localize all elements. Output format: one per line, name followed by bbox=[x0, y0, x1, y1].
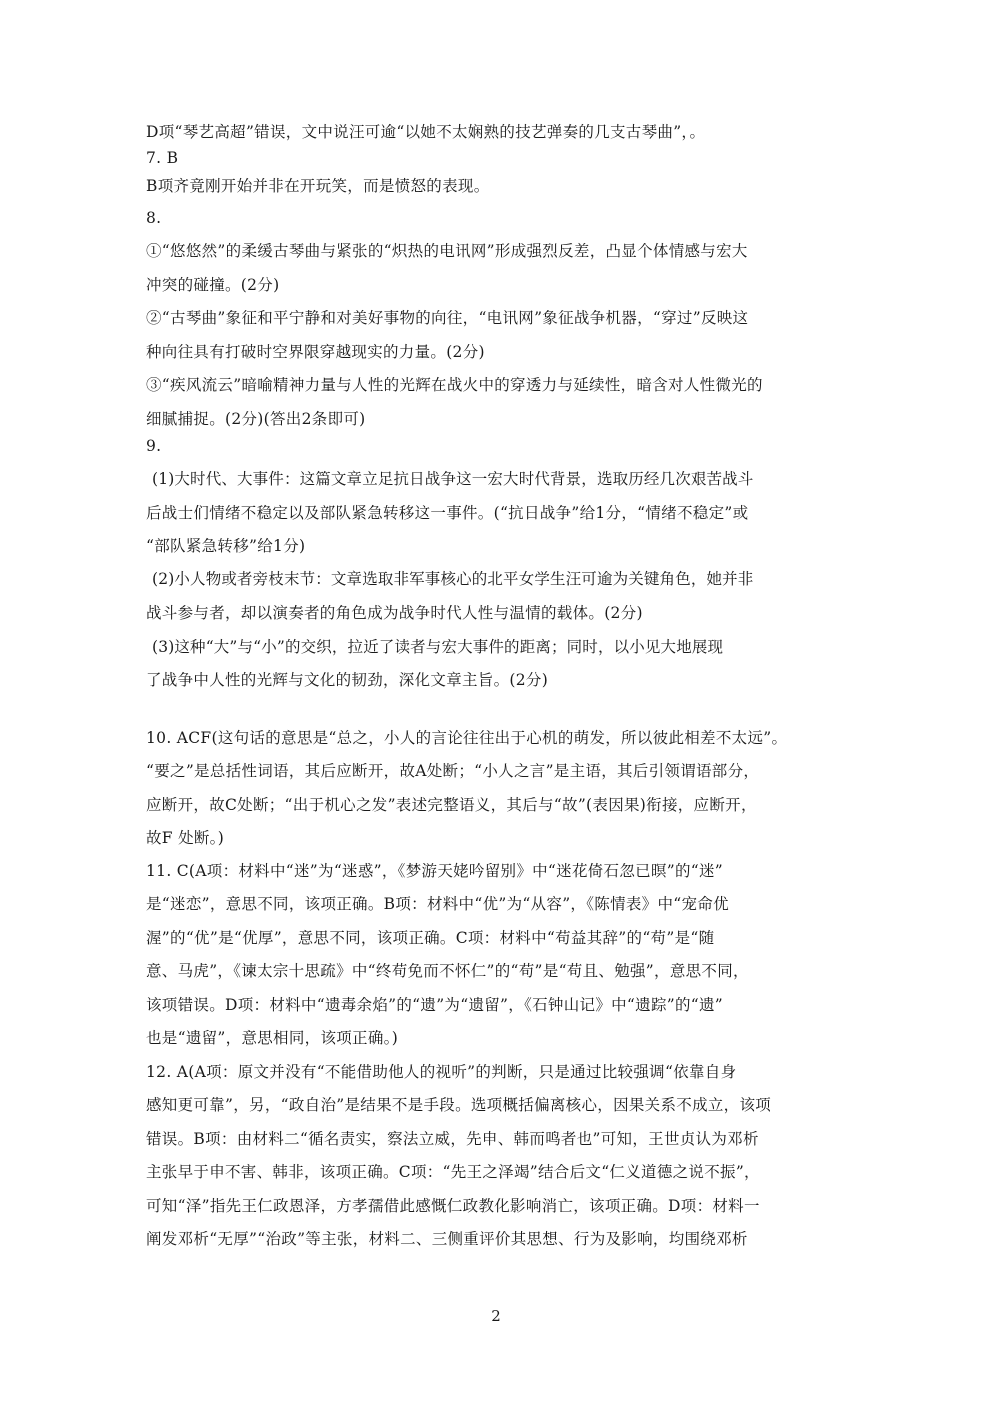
text-line: 冲突的碰撞。(2分) bbox=[146, 276, 280, 294]
text-line: “部队紧急转移”给1分) bbox=[146, 537, 306, 555]
text-line: 阐发邓析“无厚”“治政”等主张，材料二、三侧重评价其思想、行为及影响，均围绕邓析 bbox=[146, 1230, 748, 1248]
text-line: (2)小人物或者旁枝末节：文章选取非军事核心的北平女学生汪可逾为关键角色，她并非 bbox=[152, 570, 754, 588]
text-line: 11. C(A项：材料中“迷”为“迷惑”，《梦游天姥吟留别》中“迷花倚石忽已暝”的“迷” bbox=[146, 862, 724, 880]
text-line: B项齐竟刚开始并非在开玩笑，而是愤怒的表现。 bbox=[146, 177, 490, 195]
text-line: 10. ACF(这句话的意思是“总之，小人的言论往往出于心机的萌发，所以彼此相差不太远”。 bbox=[146, 729, 788, 747]
text-line: 应断开，故C处断；“出于机心之发”表述完整语义，其后与“故”(表因果)衔接，应断开， bbox=[146, 796, 757, 814]
text-line: 了战争中人性的光辉与文化的韧劲，深化文章主旨。(2分) bbox=[146, 671, 549, 689]
text-line: 种向往具有打破时空界限穿越现实的力量。(2分) bbox=[146, 343, 485, 361]
text-line: ③“疾风流云”暗喻精神力量与人性的光辉在战火中的穿透力与延续性，暗含对人性微光的 bbox=[146, 376, 763, 394]
text-line: 12. A(A项：原文并没有“不能借助他人的视听”的判断，只是通过比较强调“依靠自身 bbox=[146, 1063, 737, 1081]
text-line: 后战士们情绪不稳定以及部队紧急转移这一事件。(“抗日战争”给1分，“情绪不稳定”或 bbox=[146, 504, 749, 522]
text-line: 渥”的“优”是“优厚”，意思不同，该项正确。C项：材料中“苟益其辞”的“苟”是“随 bbox=[146, 929, 715, 947]
text-line: D项“琴艺高超”错误，文中说汪可逾“以她不太娴熟的技艺弹奏的几支古琴曲”，。 bbox=[146, 123, 706, 141]
text-line: 感知更可靠”，另，“政自治”是结果不是手段。选项概括偏离核心，因果关系不成立，该项 bbox=[146, 1096, 772, 1114]
text-line: 主张早于申不害、韩非，该项正确。C项：“先王之泽竭”结合后文“仁义道德之说不振”， bbox=[146, 1163, 760, 1181]
page-number: 2 bbox=[491, 1307, 501, 1325]
text-line: (1)大时代、大事件：这篇文章立足抗日战争这一宏大时代背景，选取历经几次艰苦战斗 bbox=[152, 470, 754, 488]
text-line: 战斗参与者，却以演奏者的角色成为战争时代人性与温情的载体。(2分) bbox=[146, 604, 643, 622]
text-line: 是“迷恋”，意思不同，该项正确。B项：材料中“优”为“从容”，《陈情表》中“宠命优 bbox=[146, 895, 729, 913]
text-line: 9. bbox=[146, 437, 162, 455]
text-line: “要之”是总括性词语，其后应断开，故A处断；“小人之言”是主语，其后引领谓语部分， bbox=[146, 762, 760, 780]
text-line: (3)这种“大”与“小”的交织，拉近了读者与宏大事件的距离；同时，以小见大地展现 bbox=[152, 638, 724, 656]
text-line: 该项错误。D项：材料中“遗毒余焰”的“遗”为“遗留”，《石钟山记》中“遗踪”的“遗” bbox=[146, 996, 724, 1014]
text-line: 故F 处断。) bbox=[146, 829, 225, 847]
text-line: ①“悠悠然”的柔缓古琴曲与紧张的“炽热的电讯网”形成强烈反差，凸显个体情感与宏大 bbox=[146, 242, 748, 260]
text-line: 7. B bbox=[146, 149, 179, 167]
text-line: 错误。B项：由材料二“循名责实，察法立威，先申、韩而鸣者也”可知，王世贞认为邓析 bbox=[146, 1130, 759, 1148]
text-line: ②“古琴曲”象征和平宁静和对美好事物的向往，“电讯网”象征战争机器，“穿过”反映这 bbox=[146, 309, 749, 327]
text-line: 可知“泽”指先王仁政恩泽，方孝孺借此感慨仁政教化影响消亡，该项正确。D项：材料一 bbox=[146, 1197, 760, 1215]
text-line: 8. bbox=[146, 209, 162, 227]
text-line: 也是“遗留”，意思相同，该项正确。) bbox=[146, 1029, 399, 1047]
text-line: 细腻捕捉。(2分)(答出2条即可) bbox=[146, 410, 366, 428]
text-line: 意、马虎”，《谏太宗十思疏》中“终苟免而不怀仁”的“苟”是“苟且、勉强”，意思不同， bbox=[146, 962, 749, 980]
